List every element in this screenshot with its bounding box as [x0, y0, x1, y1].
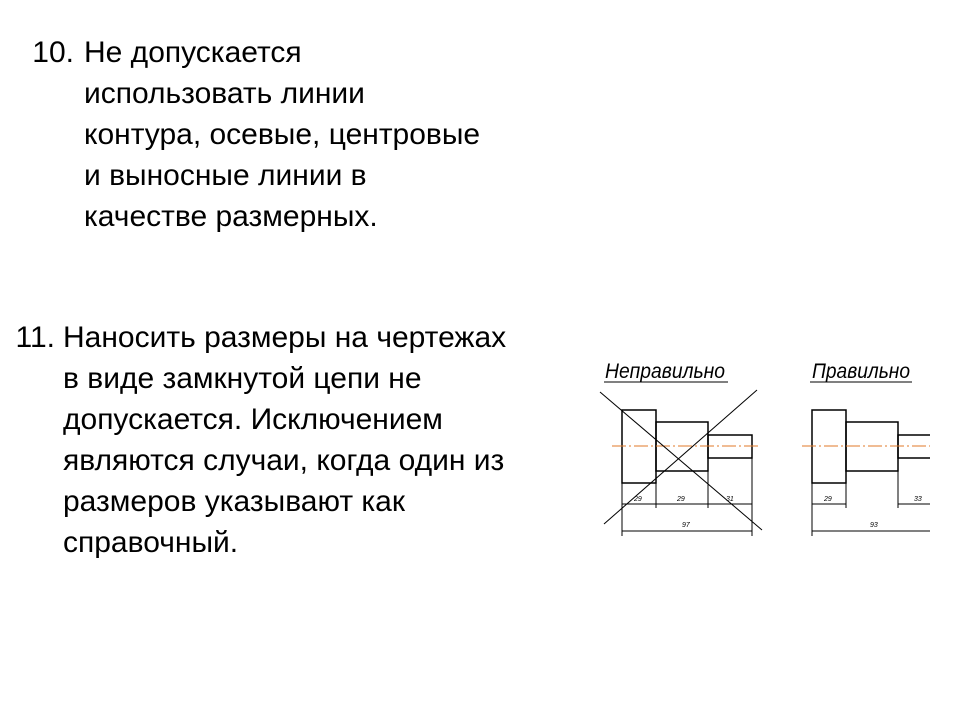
rule-number: 10. [32, 36, 74, 69]
rule-line: и выносные линии в [84, 159, 367, 192]
rule-number: 11. [15, 321, 55, 354]
wrong-drawing [600, 360, 762, 536]
cross-line [600, 392, 762, 530]
rule-line: Наносить размеры на чертежах [63, 321, 507, 354]
wrong-caption: Неправильно [605, 360, 726, 383]
right-drawing [802, 360, 930, 536]
dimension-value: 29 [634, 496, 642, 503]
rule-line: справочный. [63, 526, 239, 559]
rule-line: размеров указывают как [63, 485, 405, 518]
dimension-value: 31 [726, 496, 734, 503]
dimension-total: 97 [682, 522, 690, 529]
dimension-total: 93 [870, 522, 878, 529]
rule-line: контура, осевые, центровые [84, 118, 481, 151]
rule-line: допускается. Исключением [63, 403, 443, 436]
right-caption: Правильно [812, 360, 911, 383]
dimension-value: 33 [914, 496, 922, 503]
dimension-value: 29 [824, 496, 832, 503]
dimensioning-figure [590, 345, 930, 545]
rule-line: Не допускается [84, 36, 302, 69]
rule-line: являются случаи, когда один из [63, 444, 505, 477]
rule-text [84, 32, 480, 237]
rule-line: в виде замкнутой цепи не [63, 362, 422, 395]
rule-text [63, 317, 506, 563]
rule-line: качестве размерных. [84, 200, 378, 233]
rule-line: использовать линии [84, 77, 365, 110]
dimension-value: 29 [677, 496, 685, 503]
